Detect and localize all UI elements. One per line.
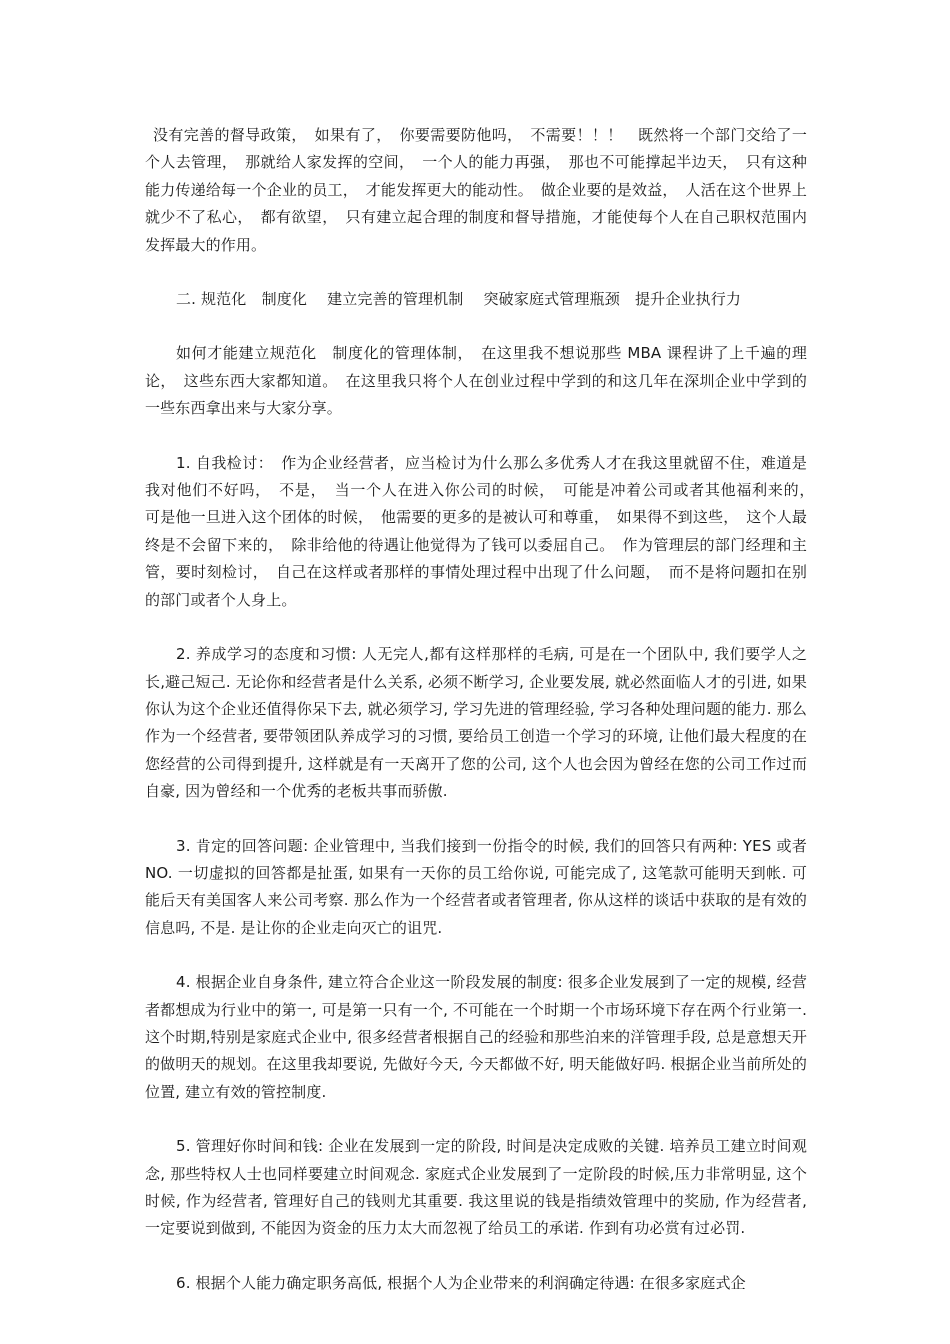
list-item-position-by-ability: 6. 根据个人能力确定职务高低, 根据个人为企业带来的利润确定待遇: 在很多家庭式企 bbox=[176, 1273, 746, 1292]
list-item-time-and-money: 5. 管理好你时间和钱: 企业在发展到一定的阶段, 时间是决定成败的关键. 培养员工建立时间观念, 那些特权人士也同样要建立时间观念. 家庭式企业发展到了一定阶段的时候,压力非常明显, 这个时候, 作为经营者, 管理好自己的钱则尤其重要. 我这里说的钱是指绩效管理中的奖励, 作为经营者, 一定要说到做到, 不能因为资金的压力太大而忽视了给员工的承诺. 作到有功必赏有过必罚. bbox=[145, 1137, 807, 1238]
list-item-definite-answers: 3. 肯定的回答问题: 企业管理中, 当我们接到一份指令的时候, 我们的回答只有两种: YES 或者 NO. 一切虚拟的回答都是扯蛋, 如果有一天你的员工给你说, 可能完成了, 这笔款可能明天到帐. 可能后天有美国客人来公司考察. 那么作为一个经营者或者管理者, 你从这样的谈话中获取的是有效的信息吗, 不是. 是让你的企业走向灭亡的诅咒. bbox=[145, 836, 807, 937]
intro-paragraph: 没有完善的督导政策， 如果有了， 你要需要防他吗， 不需要！！！ 既然将一个部门交给了一个人去管理， 那就给人家发挥的空间， 一个人的能力再强， 那也不可能撑起半边天， 只有这种能力传递给每一个企业的员工， 才能发挥更大的能动性。 做企业要的是效益， 人活在这个世界上就少不了私心， 都有欲望， 只有建立起合理的制度和督导措施，才能使每个人在自己职权范围内发挥最大的作用。 bbox=[145, 126, 807, 254]
list-item-fit-for-stage: 4. 根据企业自身条件, 建立符合企业这一阶段发展的制度: 很多企业发展到了一定的规模, 经营者都想成为行业中的第一, 可是第一只有一个, 不可能在一个时期一个市场环境下存在两个行业第一. 这个时期,特别是家庭式企业中, 很多经营者根据自己的经验和那些泊来的洋管理手段, 总是意想天开的做明天的规划。在这里我却要说, 先做好今天, 今天都做不好, 明天能做好吗. 根据企业当前所处的位置, 建立有效的管控制度. bbox=[145, 973, 807, 1101]
list-item-learning-habit: 2. 养成学习的态度和习惯: 人无完人,都有这样那样的毛病, 可是在一个团队中, 我们要学人之长,避己短己. 无论你和经营者是什么关系, 必须不断学习, 企业要发展, 就必然面临人才的引进, 如果你认为这个企业还值得你呆下去, 就必须学习, 学习先进的管理经验, 学习各种处理问题的能力. 那么作为一个经营者, 要带领团队养成学习的习惯, 要给员工创造一个学习的环境, 让他们最大程度的在您经营的公司得到提升, 这样就是有一天离开了您的公司, 这个人也会因为曾经在您的公司工作过而自豪, 因为曾经和一个优秀的老板共事而骄傲. bbox=[145, 645, 807, 801]
section-intro-paragraph: 如何才能建立规范化 制度化的管理体制， 在这里我不想说那些 MBA 课程讲了上千遍的理论， 这些东西大家都知道。 在这里我只将个人在创业过程中学到的和这几年在深圳企业中学到的一些东西拿出来与大家分享。 bbox=[145, 344, 807, 418]
list-item-self-review: 1. 自我检讨： 作为企业经营者，应当检讨为什么那么多优秀人才在我这里就留不住，难道是我对他们不好吗， 不是， 当一个人在进入你公司的时候， 可能是冲着公司或者其他福利来的， 可是他一旦进入这个团体的时候， 他需要的更多的是被认可和尊重， 如果得不到这些， 这个人最终是不会留下来的， 除非给他的待遇让他觉得为了钱可以委屈自己。 作为管理层的部门经理和主管，要时刻检讨， 自己在这样或者那样的事情处理过程中出现了什么问题， 而不是将问题扣在别的部门或者个人身上。 bbox=[145, 453, 823, 609]
section-heading: 二. 规范化 制度化 建立完善的管理机制 突破家庭式管理瓶颈 提升企业执行力 bbox=[176, 290, 742, 309]
document-body bbox=[145, 122, 823, 1297]
